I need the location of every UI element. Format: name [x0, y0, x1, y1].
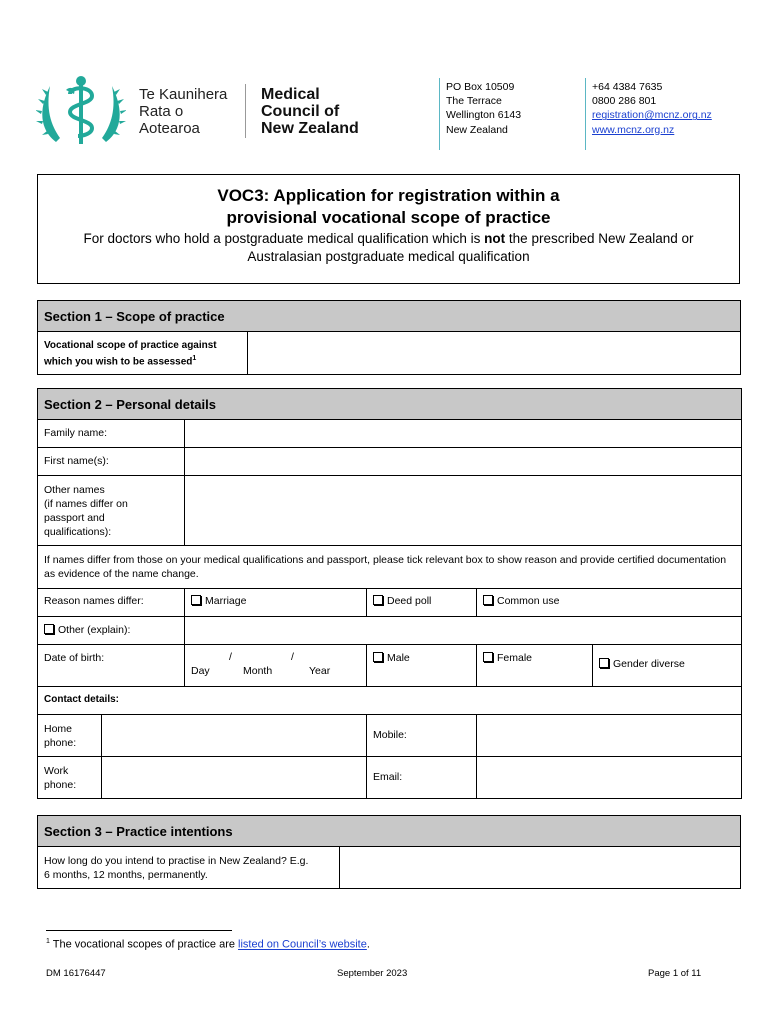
dob-year-caption: Year — [309, 665, 331, 677]
subtitle-line: Australasian postgraduate medical qualification — [247, 249, 530, 264]
family-name-input[interactable] — [185, 420, 742, 448]
council-name-line: New Zealand — [261, 120, 359, 137]
work-phone-input[interactable] — [102, 757, 367, 799]
dob-input[interactable] — [185, 645, 367, 687]
scope-label-line: which you wish to be assessed — [44, 356, 193, 368]
phone-number: +64 4384 7635 — [592, 81, 663, 93]
section1-heading: Section 1 – Scope of practice — [38, 301, 741, 332]
gender-female-option[interactable] — [477, 645, 593, 687]
other-names-line: Other names — [44, 484, 105, 496]
option-label: Male — [387, 652, 410, 664]
dob-label: Date of birth: — [38, 645, 185, 687]
section2-heading: Section 2 – Personal details — [38, 389, 742, 420]
home-phone-input[interactable] — [102, 715, 367, 757]
form-title — [38, 185, 739, 229]
address-line: Wellington 6143 — [446, 109, 522, 122]
other-names-line: qualifications): — [44, 526, 112, 538]
gender-diverse-option[interactable] — [593, 645, 742, 687]
label-line: phone: — [44, 779, 77, 791]
checkbox-icon[interactable] — [483, 595, 493, 605]
dob-day-caption: Day — [191, 665, 210, 677]
footnote-marker: 1 — [192, 355, 197, 362]
other-names-line: (if names differ on — [44, 498, 128, 510]
question-line: 6 months, 12 months, permanently. — [44, 869, 208, 881]
document-id: DM 16176447 — [46, 968, 106, 979]
address-line: New Zealand — [446, 123, 508, 136]
contact-divider — [585, 78, 586, 150]
contact-details-heading: Contact details: — [38, 687, 742, 715]
first-names-input[interactable] — [185, 448, 742, 476]
reason-label: Reason names differ: — [38, 589, 185, 617]
family-name-label: Family name: — [38, 420, 185, 448]
form-subtitle — [38, 230, 739, 266]
footnote-text: . — [366, 938, 370, 951]
other-names-input[interactable] — [185, 476, 742, 546]
checkbox-icon[interactable] — [191, 595, 201, 605]
reason-marriage-option[interactable] — [185, 589, 367, 617]
title-line: provisional vocational scope of practice — [226, 208, 551, 227]
label-line: phone: — [44, 737, 77, 749]
other-reason-option[interactable] — [38, 617, 185, 645]
council-name-line: Medical — [261, 86, 320, 103]
name-change-instruction: If names differ from those on your medical qualifications and passport, please tick relevant box to show reason and provide certified documentation as evidence of the name change. — [38, 546, 742, 589]
option-label: Marriage — [205, 595, 247, 607]
maori-name-line: Rata o — [139, 103, 184, 120]
address-divider — [439, 78, 440, 150]
reason-deed-poll-option[interactable] — [367, 589, 477, 617]
other-names-label — [38, 476, 185, 546]
section3-heading: Section 3 – Practice intentions — [38, 816, 741, 847]
council-name — [261, 86, 359, 137]
footnote-separator — [46, 930, 232, 931]
form-title-box — [37, 174, 740, 284]
email-label: Email: — [367, 757, 477, 799]
practice-duration-question — [38, 847, 340, 889]
title-line: VOC3: Application for registration within a — [217, 186, 560, 205]
postal-address — [446, 80, 521, 137]
email-link[interactable]: registration@mcnz.org.nz — [592, 109, 712, 122]
home-phone-label — [38, 715, 102, 757]
checkbox-icon[interactable] — [373, 595, 383, 605]
page-number: Page 1 of 11 — [648, 968, 702, 979]
checkbox-icon[interactable] — [599, 658, 609, 668]
option-label: Female — [497, 652, 533, 664]
practice-duration-input[interactable] — [340, 847, 741, 889]
document-date: September 2023 — [337, 968, 408, 979]
address-line: The Terrace — [446, 95, 502, 108]
subtitle-emphasis: not — [484, 231, 506, 246]
date-separator: / — [229, 651, 232, 663]
date-separator: / — [291, 651, 294, 663]
freephone-number: 0800 286 801 — [592, 95, 657, 108]
mobile-label: Mobile: — [367, 715, 477, 757]
website-link[interactable]: www.mcnz.org.nz — [592, 123, 675, 136]
maori-council-name — [139, 86, 227, 137]
option-label: Deed poll — [387, 595, 432, 607]
checkbox-icon[interactable] — [483, 652, 493, 662]
other-reason-input[interactable] — [185, 617, 742, 645]
option-label: Common use — [497, 595, 560, 607]
section2-table — [37, 388, 742, 799]
work-phone-label — [38, 757, 102, 799]
contact-info — [592, 80, 712, 137]
footnote — [46, 938, 370, 951]
section3-table — [37, 815, 741, 889]
checkbox-icon[interactable] — [373, 652, 383, 662]
maori-name-line: Aotearoa — [139, 120, 200, 137]
other-names-line: passport and — [44, 512, 105, 524]
label-line: Home — [44, 723, 73, 735]
address-line: PO Box 10509 — [446, 81, 515, 93]
dob-month-caption: Month — [243, 665, 273, 677]
reason-common-use-option[interactable] — [477, 589, 742, 617]
council-name-line: Council of — [261, 103, 340, 120]
section1-table — [37, 300, 741, 375]
first-names-label: First name(s): — [38, 448, 185, 476]
subtitle-text: For doctors who hold a postgraduate medical qualification which is — [83, 231, 485, 246]
mobile-input[interactable] — [477, 715, 742, 757]
scopes-website-link[interactable]: listed on Council’s website — [238, 938, 367, 951]
scope-label-line: Vocational scope of practice against — [44, 340, 217, 351]
checkbox-icon[interactable] — [44, 624, 54, 634]
scope-input[interactable] — [248, 332, 741, 375]
header-divider — [245, 84, 246, 138]
option-label: Other (explain): — [58, 624, 131, 636]
question-line: How long do you intend to practise in New Zealand? E.g. — [44, 855, 309, 867]
footnote-text: The vocational scopes of practice are — [49, 938, 239, 951]
option-label: Gender diverse — [613, 658, 685, 670]
mcnz-logo-emblem — [36, 72, 126, 148]
scope-label — [38, 332, 248, 375]
email-input[interactable] — [477, 757, 742, 799]
maori-name-line: Te Kaunihera — [139, 86, 228, 103]
gender-male-option[interactable] — [367, 645, 477, 687]
label-line: Work — [44, 765, 69, 777]
subtitle-text: the prescribed New Zealand or — [505, 231, 694, 246]
footnote-marker: 1 — [46, 938, 50, 945]
